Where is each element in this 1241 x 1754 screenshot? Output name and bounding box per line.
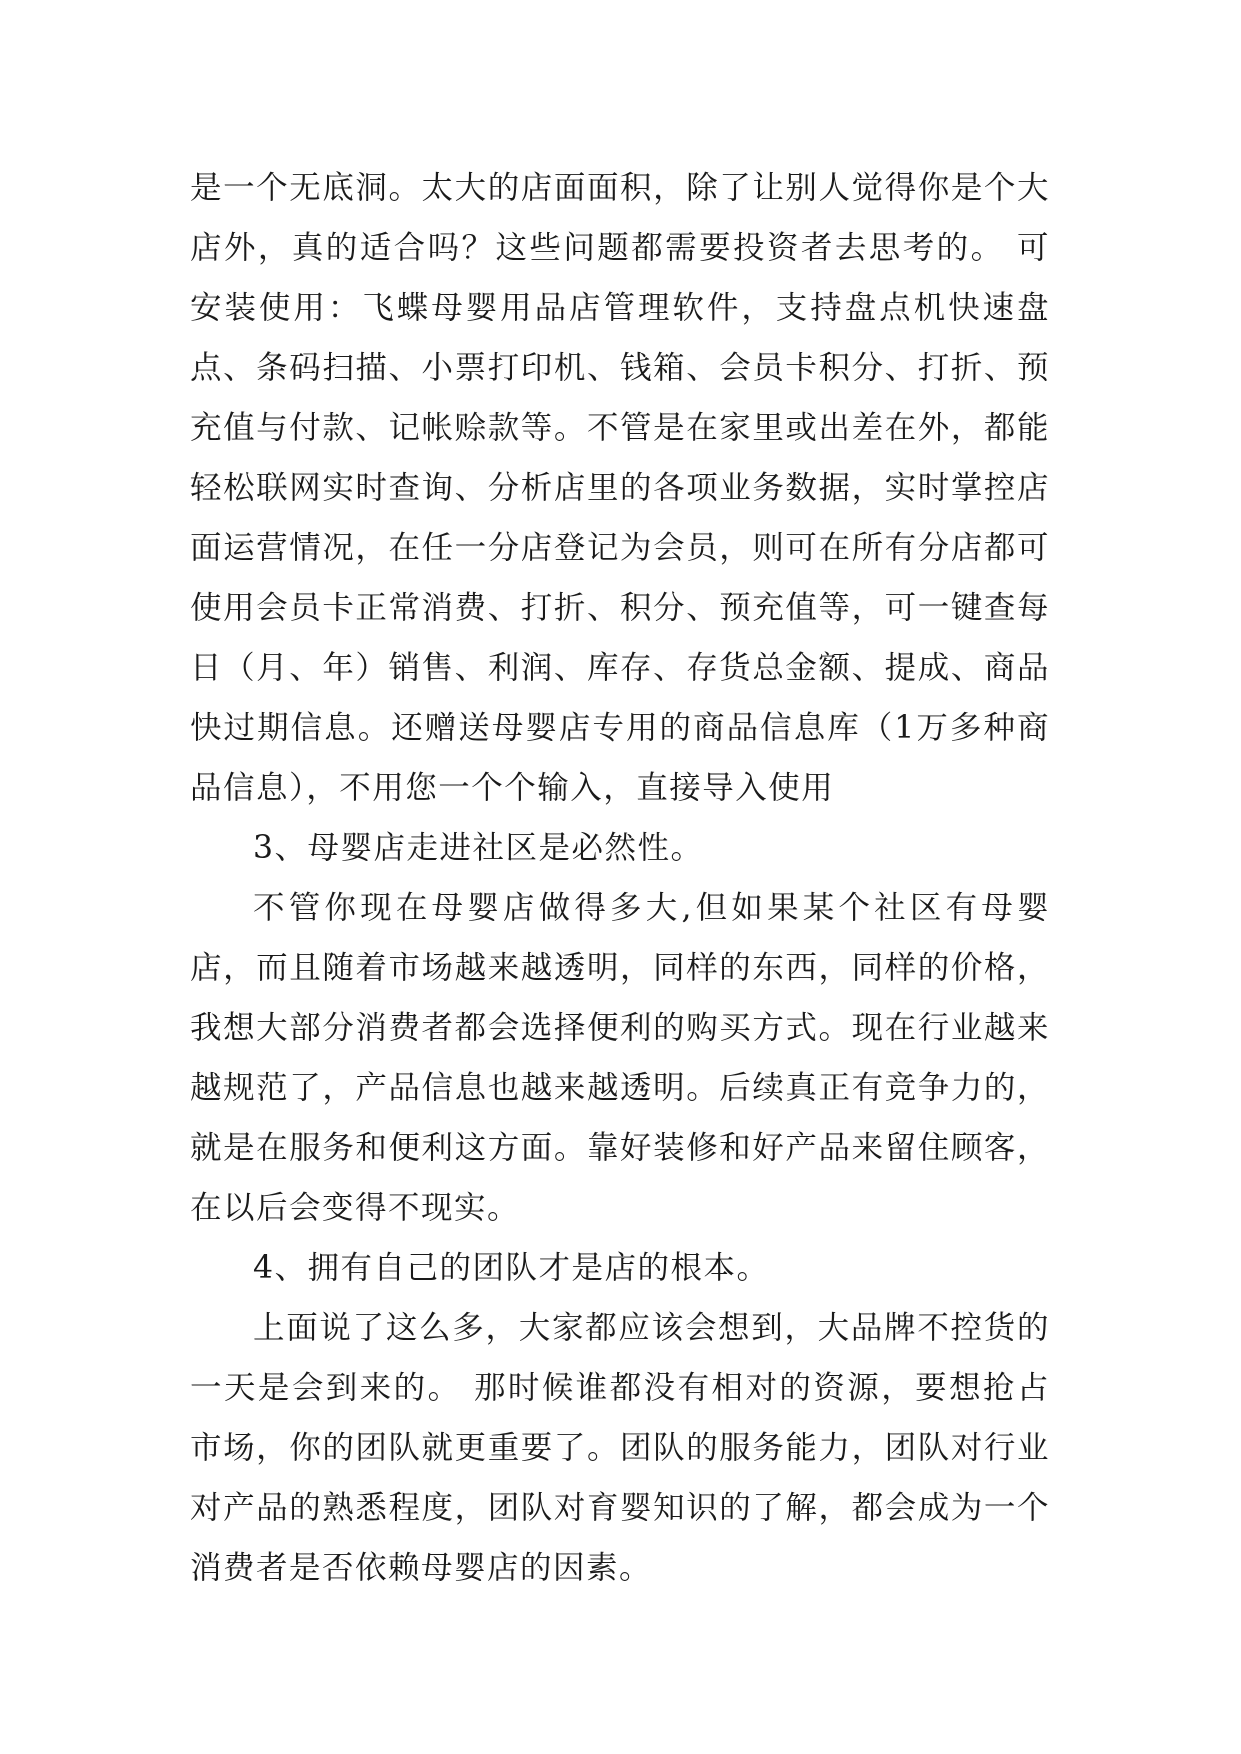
paragraph-community: 不管你现在母婴店做得多大,但如果某个社区有母婴店，而且随着市场越来越透明，同样的东西，同样的价格，我想大部分消费者都会选择便利的购买方式。现在行业越来越规范了，产品信息也越来越透明。后续真正有竞争力的，就是在服务和便利这方面。靠好装修和好产品来留住顾客，在以后会变得不现实。 xyxy=(190,890,1050,1226)
paragraph-team: 上面说了这么多，大家都应该会想到，大品牌不控货的一天是会到来的。 那时候谁都没有相对的资源，要想抢占市场，你的团队就更重要了。团队的服务能力，团队对行业对产品的熟悉程度，团队对育婴知识的了解，都会成为一个消费者是否依赖母婴店的因素。 xyxy=(190,1310,1050,1586)
document-body xyxy=(190,158,1050,1598)
section-heading-3: 3、母婴店走进社区是必然性。 xyxy=(253,830,704,866)
section-heading-4: 4、拥有自己的团队才是店的根本。 xyxy=(253,1250,770,1286)
paragraph-continuation: 是一个无底洞。太大的店面面积，除了让别人觉得你是个大店外，真的适合吗？这些问题都需要投资者去思考的。 可安装使用：飞蝶母婴用品店管理软件，支持盘点机快速盘点、条码扫描、小票打印机、钱箱、会员卡积分、打折、预充值与付款、记帐赊款等。不管是在家里或出差在外，都能轻松联网实时查询、分析店里的各项业务数据，实时掌控店面运营情况，在任一分店登记为会员，则可在所有分店都可使用会员卡正常消费、打折、积分、预充值等，可一键查每日（月、年）销售、利润、库存、存货总金额、提成、商品快过期信息。还赠送母婴店专用的商品信息库（1万多种商品信息），不用您一个个输入，直接导入使用 xyxy=(190,170,1050,806)
